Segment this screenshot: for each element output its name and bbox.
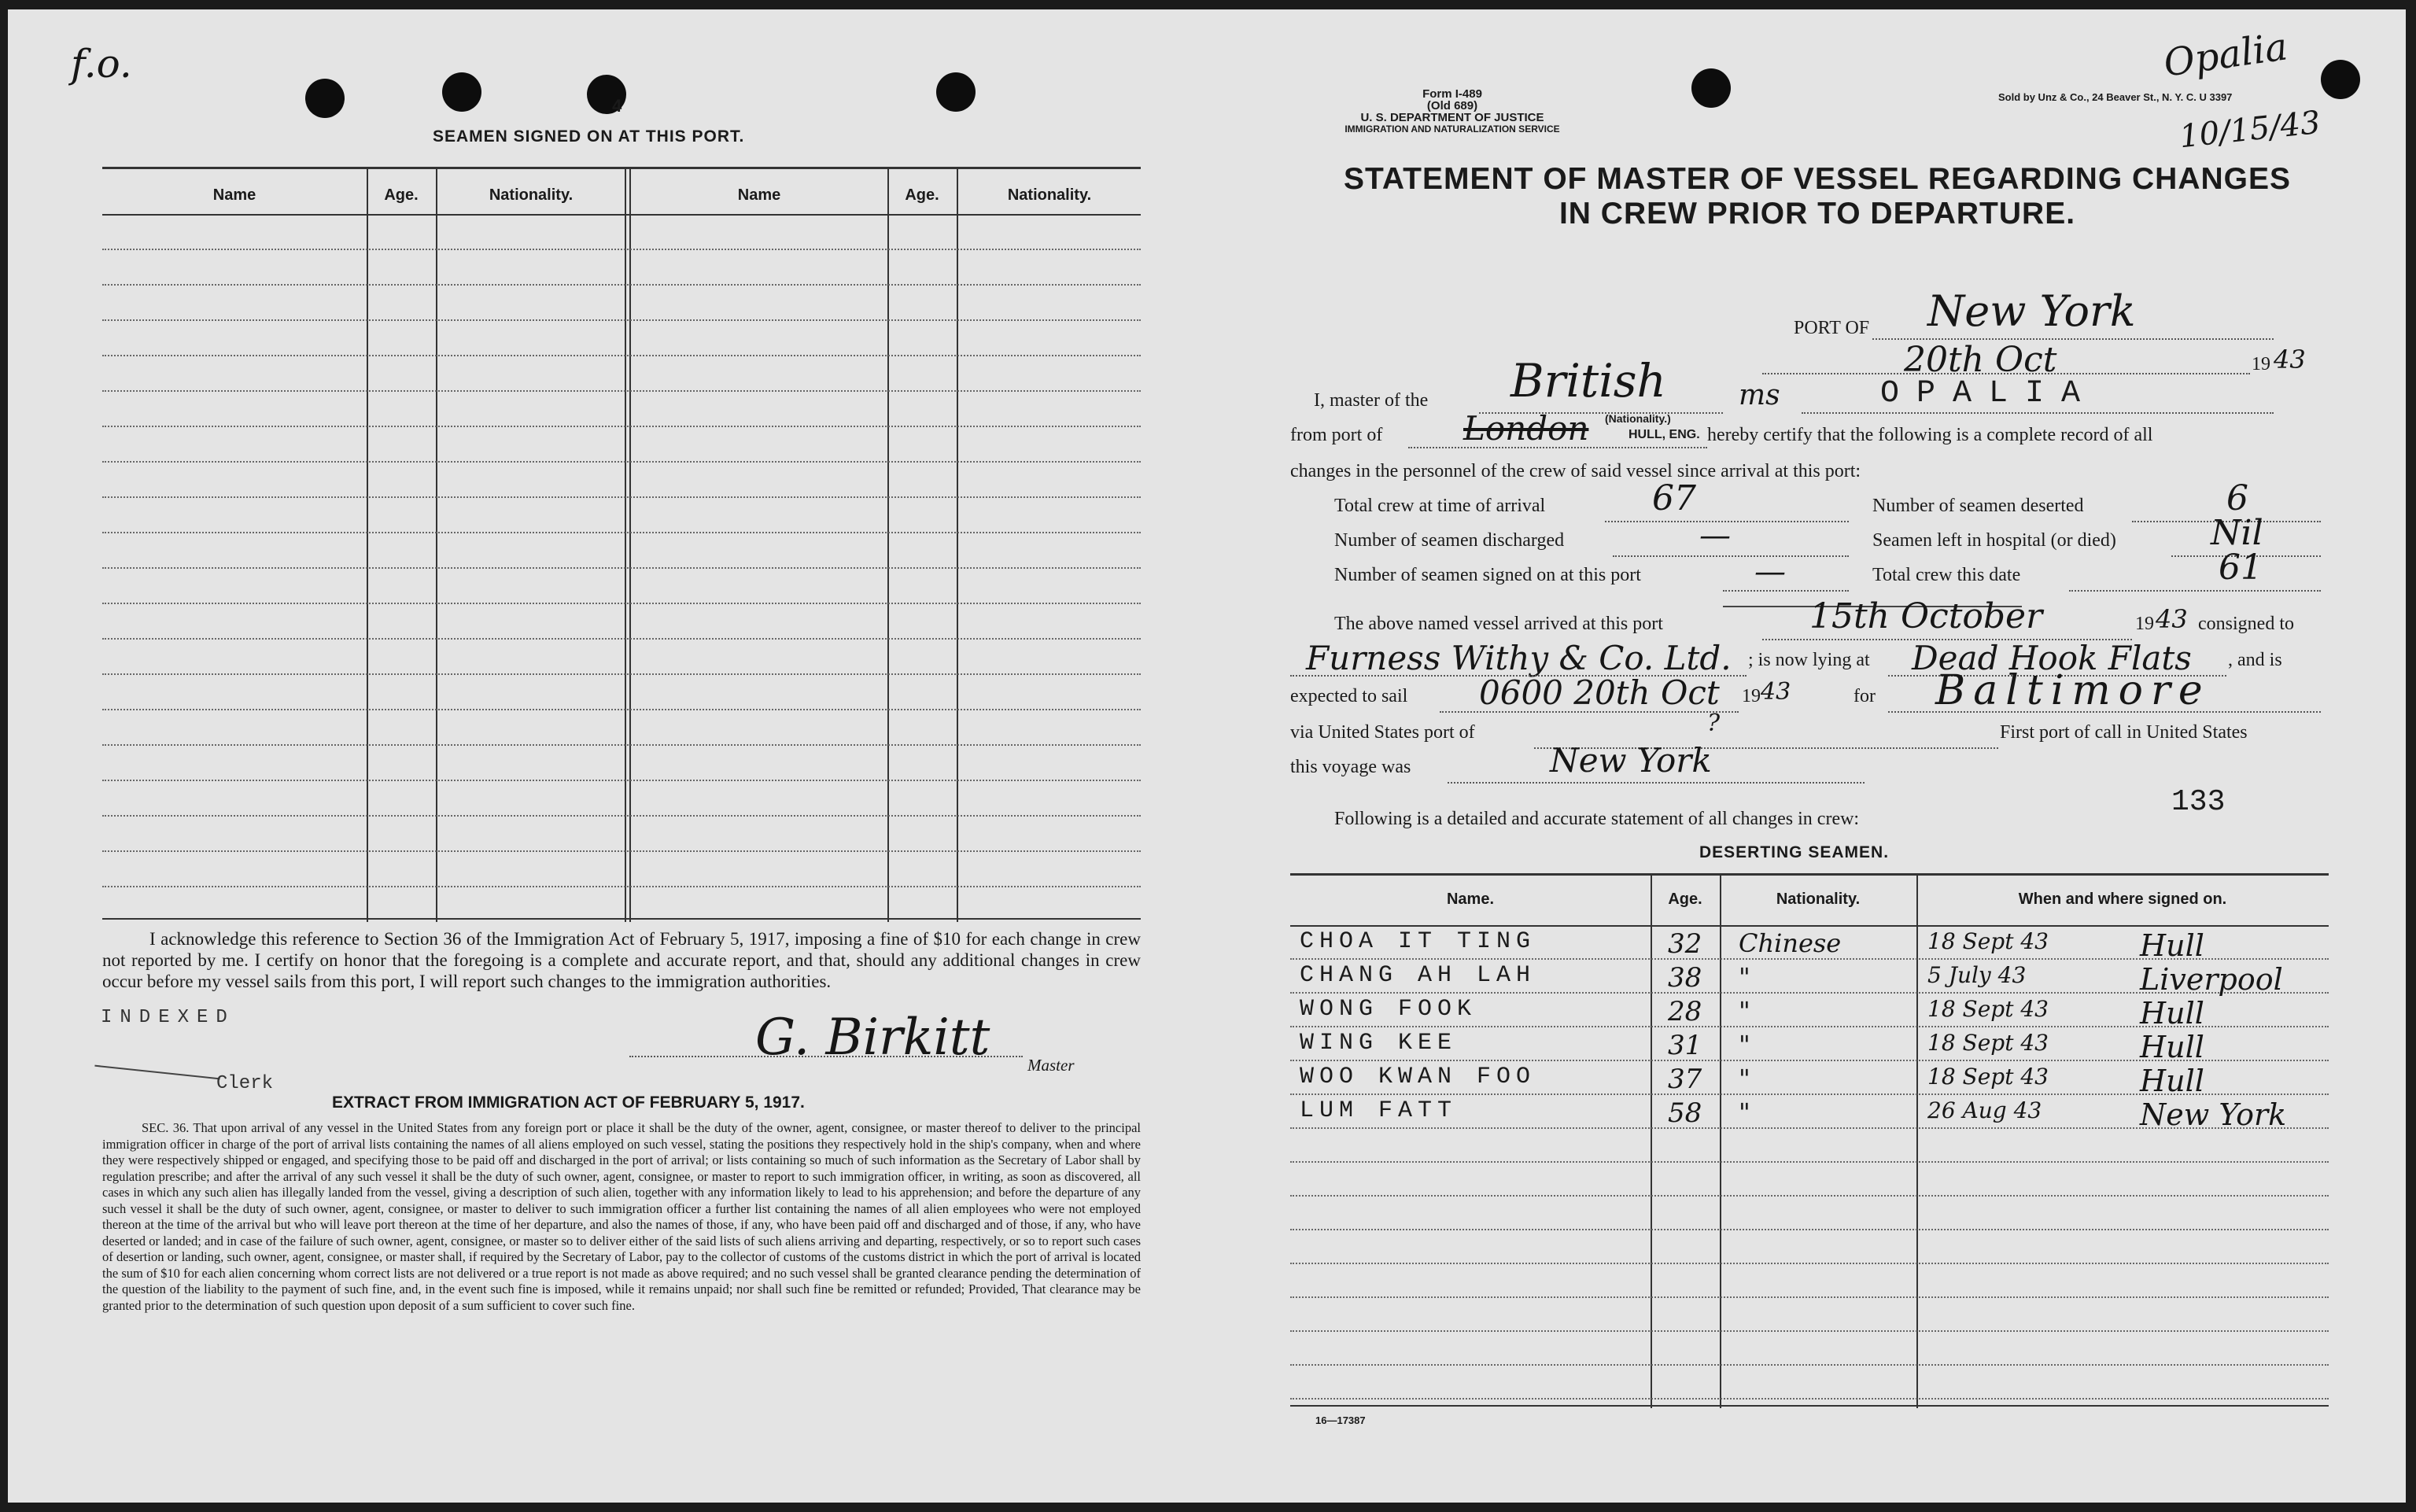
- col-header-name: Name: [212, 186, 256, 204]
- col-header-signed-on: When and where signed on.: [2018, 891, 2227, 908]
- form-number: Form I-489: [1422, 87, 1482, 101]
- date-value: 20th Oct: [1904, 340, 2057, 380]
- lying-label: ; is now lying at: [1748, 650, 1870, 670]
- signed-on-place: New York: [2140, 1097, 2287, 1132]
- table-row: [1290, 1263, 2329, 1264]
- main-title: [1282, 162, 2352, 231]
- year-prefix: 19: [2252, 354, 2270, 374]
- blank-row: [102, 673, 1141, 675]
- signed-on-place: Hull: [2140, 928, 2204, 963]
- discharged-label: Number of seamen discharged: [1334, 530, 1565, 551]
- blank-row: [102, 319, 1141, 321]
- deserted-label: Number of seamen deserted: [1872, 496, 2084, 516]
- signed-on-title: SEAMEN SIGNED ON AT THIS PORT.: [433, 127, 745, 146]
- clerk-stamp: Clerk: [216, 1073, 274, 1094]
- changes-text: changes in the personnel of the crew of said vessel since arrival at this port:: [1290, 461, 1861, 481]
- from-port-label: from port of: [1290, 425, 1383, 445]
- table-row: [1290, 1296, 2329, 1298]
- signed-on-date: 18 Sept 43: [1927, 928, 2049, 954]
- destination: Baltimore: [1935, 667, 2211, 714]
- voyage-label: this voyage was: [1290, 757, 1411, 777]
- certify-text: hereby certify that the following is a complete record of all: [1707, 425, 2153, 445]
- seaman-age: 28: [1668, 996, 1702, 1027]
- seaman-age: 32: [1668, 928, 1702, 960]
- seaman-nationality: ": [1739, 1030, 1750, 1060]
- blank-row: [102, 815, 1141, 817]
- master-signature: G. Birkitt: [755, 1009, 990, 1067]
- total-crew-date: 61: [2219, 548, 2263, 588]
- seaman-name: WOO KWAN FOO: [1300, 1064, 1536, 1090]
- blank-row: [102, 744, 1141, 746]
- table-row: [1290, 1161, 2329, 1163]
- year-prefix: 19: [1742, 686, 1761, 706]
- acknowledgement: I acknowledge this reference to Section 36 of the Immigration Act of February 5, 1917, imposing a fine of $10 for each change in crew not reported by me. I certify on honor that the foregoing is a complete and accurate report, and that, should any additional changes in crew occur before my vessel sails from this port, I will report such changes to the immigration authorities.: [102, 929, 1141, 991]
- hospital-count: Nil: [2211, 513, 2263, 553]
- lying-value: Dead Hook Flats: [1912, 639, 2192, 677]
- table-row: [1290, 1364, 2329, 1366]
- indexed-stamp: INDEXED: [101, 1007, 235, 1028]
- voyage-value: New York: [1550, 741, 1712, 780]
- signed-on-table: [102, 167, 1141, 922]
- blank-row: [102, 532, 1141, 533]
- port-label: PORT OF: [1794, 318, 1870, 338]
- blank-row: [102, 886, 1141, 887]
- arrived-value: 15th October: [1809, 596, 2043, 636]
- blank-row: [102, 355, 1141, 356]
- expected-label: expected to sail: [1290, 686, 1408, 706]
- punch-hole: [936, 72, 976, 112]
- deserting-title: DESERTING SEAMEN.: [1699, 843, 1890, 861]
- seaman-nationality: ": [1739, 1064, 1750, 1093]
- sold-by: Sold by Unz & Co., 24 Beaver St., N. Y. C. U 3397: [1998, 91, 2233, 103]
- punch-hole: [1691, 68, 1731, 108]
- table-row: [1290, 1330, 2329, 1332]
- via-label: via United States port of: [1290, 722, 1475, 743]
- seaman-nationality: ": [1739, 962, 1750, 992]
- master-of-label: I, master of the: [1314, 390, 1429, 411]
- col-header-nationality: Nationality.: [489, 186, 574, 204]
- blank-row: [102, 284, 1141, 286]
- first-port-label: First port of call in United States: [2000, 722, 2248, 743]
- punch-hole: [2321, 60, 2360, 99]
- form-header: [1319, 88, 1586, 135]
- signed-on-date: 26 Aug 43: [1927, 1097, 2042, 1123]
- nationality-value: British: [1510, 354, 1666, 408]
- footer-code: 16—17387: [1315, 1414, 1366, 1426]
- deserting-table: [1290, 873, 2329, 1408]
- year-prefix: 19: [2135, 614, 2154, 634]
- via-value: ?: [1707, 710, 1721, 737]
- blank-row: [102, 461, 1141, 463]
- discharged-count: —: [1699, 518, 1731, 554]
- blank-row: [102, 390, 1141, 392]
- col-header-nationality: Nationality.: [1776, 891, 1861, 908]
- vessel-type: ms: [1739, 379, 1780, 411]
- top-note: Opalia: [2160, 24, 2291, 86]
- signed-on-place: Hull: [2140, 996, 2204, 1031]
- expected-value: 0600 20th Oct: [1479, 673, 1720, 712]
- col-header-nationality: Nationality.: [1007, 186, 1092, 204]
- signed-on-date: 5 July 43: [1927, 962, 2027, 988]
- form-old-number: (Old 689): [1426, 99, 1478, 112]
- consignee: Furness Withy & Co. Ltd.: [1306, 639, 1732, 677]
- hospital-label: Seamen left in hospital (or died): [1872, 530, 2116, 551]
- corner-mark: f.o.: [71, 41, 132, 87]
- total-crew-date-label: Total crew this date: [1872, 565, 2021, 585]
- punch-hole: [305, 79, 345, 118]
- seaman-nationality: ": [1739, 996, 1750, 1026]
- blank-row: [102, 638, 1141, 640]
- expected-year: 43: [1761, 678, 1791, 706]
- blank-row: [102, 426, 1141, 427]
- col-header-age: Age.: [384, 186, 419, 204]
- signed-on-place: Hull: [2140, 1064, 2204, 1098]
- consigned-label: consigned to: [2198, 614, 2294, 634]
- arrived-label: The above named vessel arrived at this port: [1334, 614, 1663, 634]
- document-sheet: [8, 9, 2406, 1503]
- signed-on-date: 18 Sept 43: [1927, 1030, 2049, 1056]
- from-port-value: London: [1463, 409, 1589, 448]
- punch-hole: [442, 72, 481, 112]
- department-name: U. S. DEPARTMENT OF JUSTICE: [1360, 111, 1544, 124]
- blank-row: [102, 709, 1141, 710]
- seaman-age: 58: [1668, 1097, 1702, 1129]
- arrived-year: 43: [2156, 604, 2188, 634]
- stamp-number: 133: [2171, 785, 2226, 819]
- table-row: [1290, 1195, 2329, 1197]
- blank-row: [102, 496, 1141, 498]
- signed-on-place: Liverpool: [2140, 962, 2283, 997]
- seaman-nationality: Chinese: [1739, 928, 1842, 958]
- following-text: Following is a detailed and accurate statement of all changes in crew:: [1334, 809, 1860, 829]
- blank-row: [102, 567, 1141, 569]
- top-date: 10/15/43: [2178, 104, 2322, 156]
- col-header-name: Name.: [1446, 891, 1495, 908]
- seaman-nationality: ": [1739, 1097, 1750, 1127]
- seaman-name: CHOA IT TING: [1300, 928, 1536, 955]
- extract-text: SEC. 36. That upon arrival of any vessel in the United States from any foreign port or place it shall be the duty of the owner, agent, consignee, or master thereof to deliver to the principal immigration officer in charge of the port of arrival lists containing the names of all aliens employed on such vessel, stating the positions they respectively hold in the ship's company, when and where they were respectively shipped or engaged, and specifying those to be paid off and discharged in the port of arrival; or lists containing so much of such information as the Secretary of Labor shall by regulation prescribe; and after the arrival of any such vessel it shall be the duty of such owner, agent, consignee, or master to report to such immigration officer, in writing, as soon as discovered, all cases in which any such alien has illegally landed from the vessel, giving a description of such alien, together with any information likely to lead to his apprehension; and before the departure of any such vessel it shall be the duty of such owner, agent, consignee, or master to deliver to such immigration officer a further list containing the names of all alien employees who were not employed thereon at the time of the arrival but who will leave port thereon at the time of her departure, and also the names of those, if any, who have been paid off and discharged and of those, if any, who have deserted or landed; and in case of the failure of such owner, agent, consignee, or master so to deliver either of the said lists of such aliens arriving and departing, respectively, or so to report such cases of desertion or landing, such owner, agent, consignee, or master shall, if required by the Secretary of Labor, pay to the collector of customs of the customs district in which the port of arrival is located the sum of $10 for each alien concerning whom correct lists are not delivered or a true report is not made as above required; and no such vessel shall be granted clearance pending the determination of the question of the liability to the payment of such fine, and, in the event such fine is imposed, while it remains unpaid; nor shall such fine be remitted or refunded; Provided, That clearance may be granted prior to the determination of such question upon deposit of a sum sufficient to cover such fine.: [102, 1120, 1141, 1313]
- signed-on-place: Hull: [2140, 1030, 2204, 1064]
- table-row: [1290, 1229, 2329, 1230]
- blank-row: [102, 603, 1141, 604]
- signed-on-date: 18 Sept 43: [1927, 1064, 2049, 1090]
- signed-on-count: —: [1754, 554, 1786, 590]
- table-row: [1290, 1398, 2329, 1400]
- seaman-name: WING KEE: [1300, 1030, 1458, 1057]
- port-value: New York: [1927, 286, 2136, 336]
- blank-row: [102, 780, 1141, 781]
- deserted-count: 6: [2226, 478, 2248, 518]
- col-header-age: Age.: [1668, 891, 1702, 908]
- seaman-age: 37: [1668, 1064, 1702, 1095]
- vessel-name: OPALIA: [1880, 376, 2098, 411]
- and-is: , and is: [2228, 650, 2282, 670]
- page-number: 4: [612, 96, 622, 116]
- for-label: for: [1853, 686, 1876, 706]
- master-label: Master: [1027, 1056, 1075, 1075]
- seaman-name: CHANG AH LAH: [1300, 962, 1536, 989]
- seaman-age: 31: [1668, 1030, 1702, 1061]
- seaman-name: WONG FOOK: [1300, 996, 1477, 1023]
- col-header-age: Age.: [905, 186, 939, 204]
- from-port-typed: HULL, ENG.: [1628, 428, 1700, 441]
- blank-row: [102, 249, 1141, 250]
- service-name: IMMIGRATION AND NATURALIZATION SERVICE: [1344, 124, 1560, 135]
- total-crew-arrival: 67: [1652, 478, 1696, 518]
- seaman-name: LUM FATT: [1300, 1097, 1458, 1124]
- main-title-line-1: STATEMENT OF MASTER OF VESSEL REGARDING CHANGES: [1343, 162, 2292, 196]
- signed-on-label: Number of seamen signed on at this port: [1334, 565, 1641, 585]
- signed-on-date: 18 Sept 43: [1927, 996, 2049, 1022]
- blank-row: [102, 850, 1141, 852]
- seaman-age: 38: [1668, 962, 1702, 994]
- col-header-name: Name: [737, 186, 781, 204]
- extract-title: EXTRACT FROM IMMIGRATION ACT OF FEBRUARY 5, 1917.: [332, 1093, 805, 1112]
- nationality-caption: (Nationality.): [1605, 412, 1671, 425]
- main-title-line-2: IN CREW PRIOR TO DEPARTURE.: [1558, 197, 2076, 230]
- total-crew-arrival-label: Total crew at time of arrival: [1334, 496, 1546, 516]
- year-value: 43: [2274, 345, 2306, 374]
